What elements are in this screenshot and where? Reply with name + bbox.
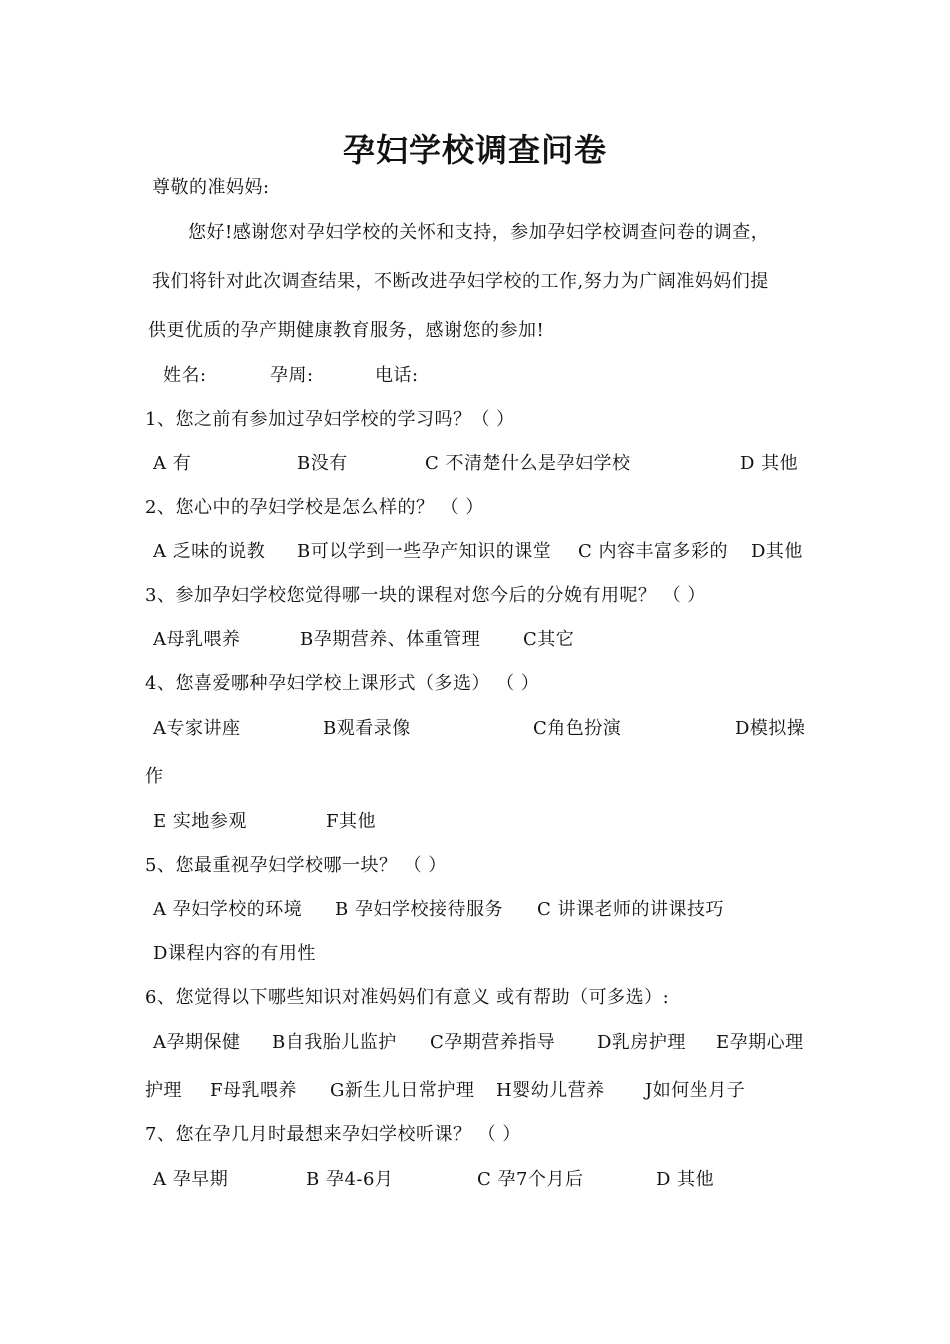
q7-option-a: A 孕早期 — [153, 1169, 229, 1190]
q6-option-g: G新生儿日常护理 — [330, 1080, 475, 1101]
q3-option-b: B孕期营养、体重管理 — [300, 629, 481, 650]
q3-option-a: A母乳喂养 — [153, 629, 241, 650]
q7-option-d: D 其他 — [656, 1169, 715, 1190]
q4-option-d-continued: 作 — [145, 766, 164, 787]
intro-line-2: 我们将针对此次调查结果，不断改进孕妇学校的工作,努力为广阔准妈妈们提 — [152, 271, 769, 292]
q6-option-f: F母乳喂养 — [210, 1080, 297, 1101]
q5-option-d: D课程内容的有用性 — [153, 943, 316, 964]
q6-option-b: B自我胎儿监护 — [272, 1032, 397, 1053]
question-3: 3、参加孕妇学校您觉得哪一块的课程对您今后的分娩有用呢？ （ ） — [145, 585, 706, 606]
question-2: 2、您心中的孕妇学校是怎么样的？ （ ） — [145, 497, 484, 518]
q1-option-b: B没有 — [297, 453, 348, 474]
q4-option-b: B观看录像 — [323, 718, 411, 739]
q2-option-d: D其他 — [751, 541, 803, 562]
question-4: 4、您喜爱哪种孕妇学校上课形式（多选） （ ） — [145, 673, 540, 694]
question-1: 1、您之前有参加过孕妇学校的学习吗？（ ） — [145, 409, 515, 430]
q6-option-d: D乳房护理 — [597, 1032, 686, 1053]
q4-option-a: A专家讲座 — [153, 718, 241, 739]
q6-option-h: H婴幼儿营养 — [496, 1080, 605, 1101]
page-title: 孕妇学校调查问卷 — [342, 131, 607, 169]
q1-option-c: C 不清楚什么是孕妇学校 — [425, 453, 631, 474]
week-field-label: 孕周: — [270, 365, 314, 386]
q4-option-e: E 实地参观 — [153, 811, 247, 832]
intro-line-3: 供更优质的孕产期健康教育服务，感谢您的参加! — [148, 320, 545, 341]
q2-option-b: B可以学到一些孕产知识的课堂 — [297, 541, 552, 562]
q4-option-f: F其他 — [326, 811, 376, 832]
q5-option-b: B 孕妇学校接待服务 — [335, 899, 503, 920]
q4-option-d: D模拟操 — [735, 718, 806, 739]
q7-option-c: C 孕7个月后 — [477, 1169, 584, 1190]
q7-option-b: B 孕4-6月 — [306, 1169, 394, 1190]
q6-option-a: A孕期保健 — [153, 1032, 241, 1053]
phone-field-label: 电话: — [375, 365, 419, 386]
intro-line-1: 您好!感谢您对孕妇学校的关怀和支持，参加孕妇学校调查问卷的调查， — [188, 222, 770, 243]
name-field-label: 姓名: — [163, 365, 207, 386]
question-6: 6、您觉得以下哪些知识对准妈妈们有意义 或有帮助（可多选）: — [145, 987, 670, 1008]
question-5: 5、您最重视孕妇学校哪一块？ （ ） — [145, 855, 447, 876]
q4-option-c: C角色扮演 — [533, 718, 622, 739]
q1-option-d: D 其他 — [740, 453, 799, 474]
q6-option-e-continued: 护理 — [145, 1080, 182, 1101]
q6-option-c: C孕期营养指导 — [430, 1032, 556, 1053]
greeting: 尊敬的准妈妈: — [152, 177, 270, 198]
q2-option-a: A 乏味的说教 — [153, 541, 266, 562]
q6-option-j: J如何坐月子 — [645, 1080, 746, 1101]
q5-option-c: C 讲课老师的讲课技巧 — [537, 899, 724, 920]
q6-option-e: E孕期心理 — [716, 1032, 804, 1053]
question-7: 7、您在孕几月时最想来孕妇学校听课？ （ ） — [145, 1124, 521, 1145]
q3-option-c: C其它 — [523, 629, 575, 650]
q5-option-a: A 孕妇学校的环境 — [153, 899, 303, 920]
q2-option-c: C 内容丰富多彩的 — [578, 541, 728, 562]
q1-option-a: A 有 — [153, 453, 192, 474]
